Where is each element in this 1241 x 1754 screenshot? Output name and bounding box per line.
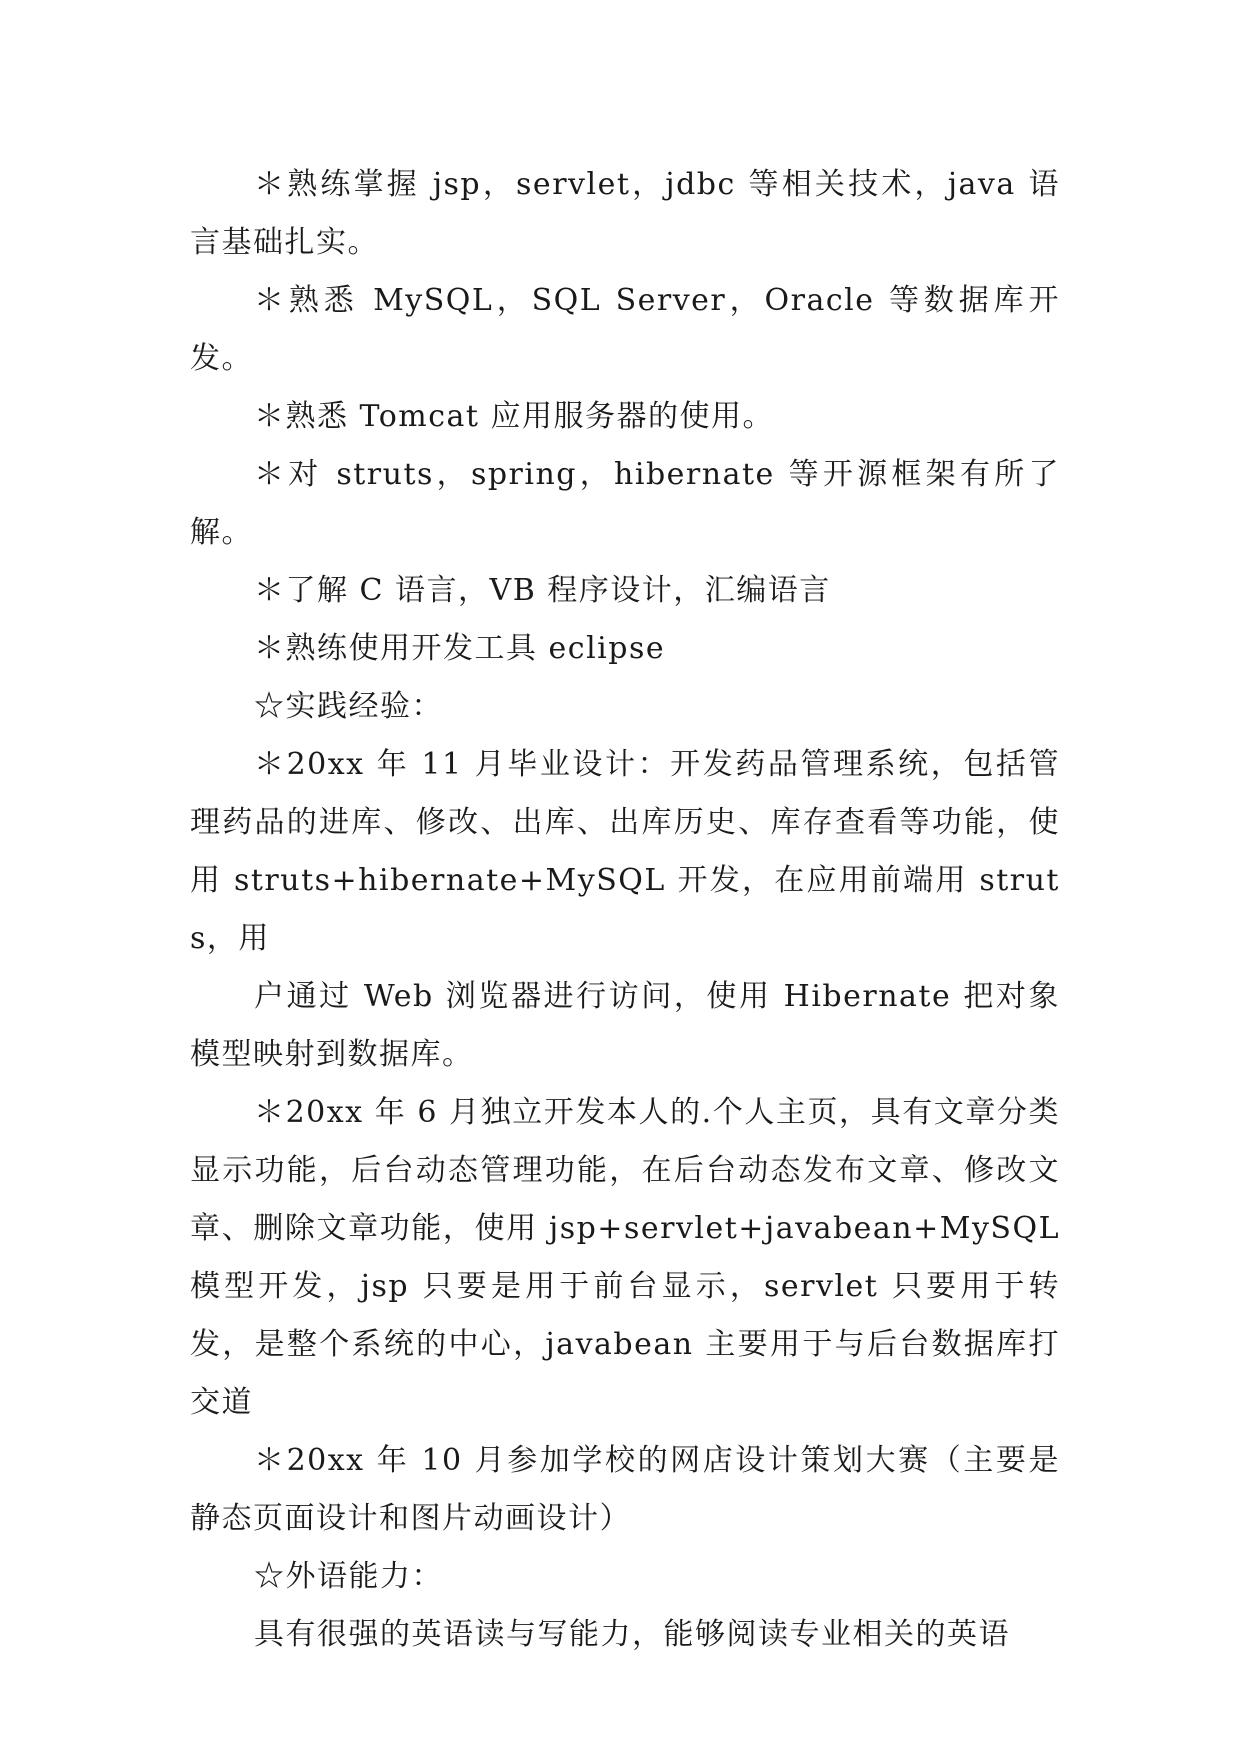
section-heading-experience: ☆实践经验： (254, 689, 443, 724)
paragraph-skill-tomcat: ＊熟悉 Tomcat 应用服务器的使用。 (254, 399, 775, 434)
paragraph-skill-languages: ＊了解 C 语言，VB 程序设计，汇编语言 (254, 573, 831, 608)
section-heading-language: ☆外语能力： (254, 1559, 443, 1594)
paragraph-experience-contest: ＊20xx 年 10 月参加学校的网店设计策划大赛（主要是静态页面设计和图片动画设计） (190, 1443, 1060, 1536)
document-body (190, 156, 1060, 1664)
paragraph-experience-homepage: ＊20xx 年 6 月独立开发本人的.个人主页，具有文章分类显示功能，后台动态管理功能，在后台动态发布文章、修改文章、删除文章功能，使用 jsp+servlet+javabean+MySQL 模型开发，jsp 只要是用于前台显示，servlet 只要用于转发，是整个系统的中心，javabean 主要用于与后台数据库打交道 (190, 1095, 1060, 1420)
paragraph-skill-frameworks: ＊对 struts，spring，hibernate 等开源框架有所了解。 (190, 457, 1060, 550)
paragraph-skill-jsp: ＊熟练掌握 jsp，servlet，jdbc 等相关技术，java 语言基础扎实。 (190, 167, 1060, 260)
paragraph-skill-tools: ＊熟练使用开发工具 eclipse (254, 631, 666, 666)
paragraph-experience-graduation-cont: 户通过 Web 浏览器进行访问，使用 Hibernate 把对象模型映射到数据库。 (190, 979, 1060, 1072)
paragraph-skill-database: ＊熟悉 MySQL，SQL Server，Oracle 等数据库开发。 (190, 283, 1060, 376)
paragraph-language-english: 具有很强的英语读与写能力，能够阅读专业相关的英语 (254, 1617, 1010, 1652)
paragraph-experience-graduation: ＊20xx 年 11 月毕业设计：开发药品管理系统，包括管理药品的进库、修改、出库、出库历史、库存查看等功能，使用 struts+hibernate+MySQL 开发，在应用前端用 struts，用 (190, 747, 1060, 956)
